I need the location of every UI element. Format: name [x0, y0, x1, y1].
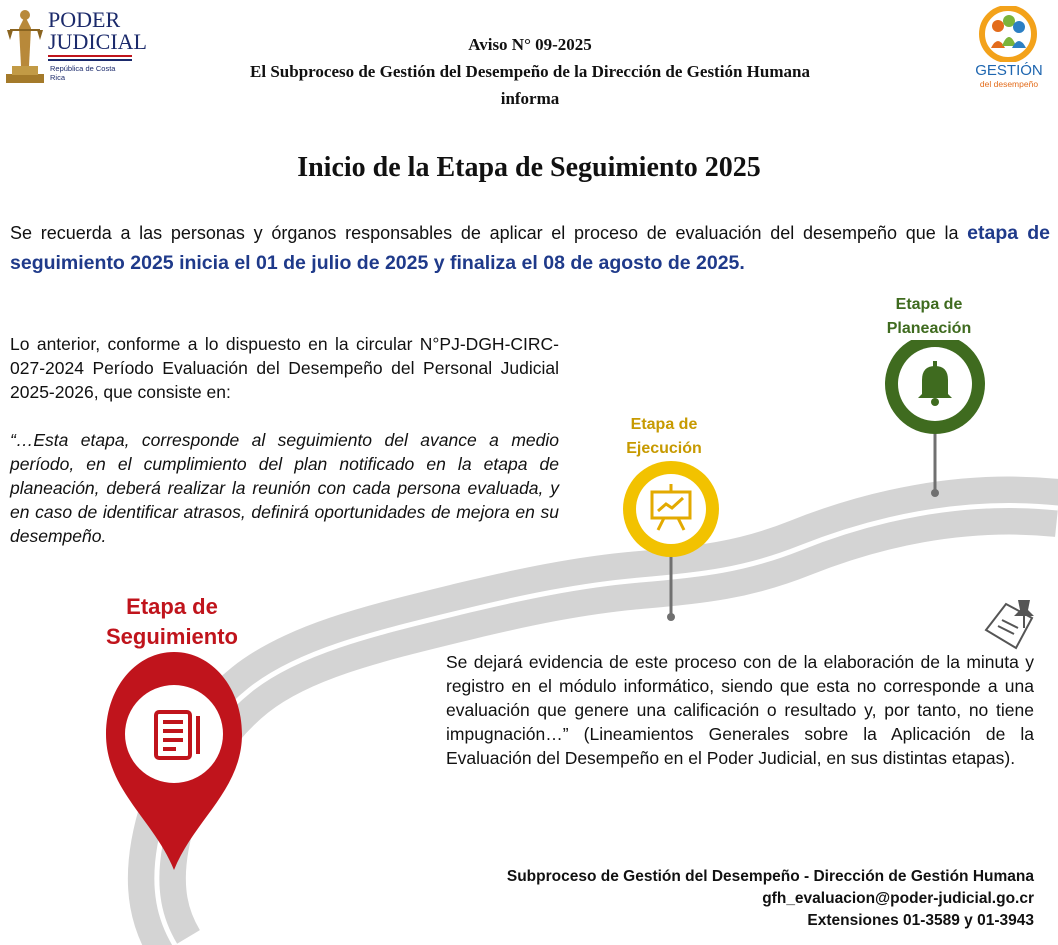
seguimiento-line1: Etapa de: [126, 594, 218, 619]
body-paragraph-1: Lo anterior, conforme a lo dispuesto en la circular N°PJ-DGH-CIRC-027-2024 Período Evaluación del Desempeño del Personal Judicial 2025-2026, que consiste en:: [10, 334, 559, 402]
stage-label-seguimiento: [82, 592, 262, 652]
notice-line2: El Subproceso de Gestión del Desempeño de la Dirección de Gestión Humana: [250, 62, 810, 81]
seguimiento-line2: Seguimiento: [105, 624, 238, 649]
footer-email: gfh_evaluacion@poder-judicial.go.cr: [762, 890, 1034, 907]
logo-right-line1: GESTIÓN: [975, 62, 1043, 79]
body-quote: “…Esta etapa, corresponde al seguimiento del avance a medio período, en el cumplimiento del plan notificado en la etapa de planeación, deberá realizar la reunión con cada persona evaluada, y en caso de identificar atrasos, definirá oportunidades de mejora en su desempeño.: [10, 430, 559, 546]
ejecucion-marker: [616, 460, 726, 626]
intro-paragraph: [10, 218, 1050, 278]
logo-left-line1: PODER: [48, 7, 121, 32]
seguimiento-marker: [104, 650, 244, 872]
notice-line3: informa: [500, 89, 560, 108]
logo-right-line2: del desempeño: [979, 79, 1039, 89]
footer-line1: Subproceso de Gestión del Desempeño - Dirección de Gestión Humana: [506, 868, 1034, 885]
justice-statue-icon: [4, 8, 46, 84]
ejecucion-line1: Etapa de: [630, 416, 698, 433]
planeacion-line1: Etapa de: [895, 296, 963, 313]
planeacion-marker: [880, 340, 990, 500]
notice-number: Aviso N° 09-2025: [468, 35, 592, 54]
footer-extensions: Extensiones 01-3589 y 01-3943: [807, 912, 1034, 929]
body-paragraph-2: Se dejará evidencia de este proceso con de la elaboración de la minuta y registro en el módulo informático, siendo que esta no corresponde a una evaluación que genere una calificación o resultado y, por tanto, no tiene impugnación…” (Lineamientos Generales sobre la Aplicación de la Evaluación del Desempeño en el Poder Judicial, en sus distintas etapas).: [446, 652, 1034, 768]
ejecucion-line2: Ejecución: [626, 440, 702, 457]
stage-label-planeacion: [862, 293, 996, 341]
intro-highlight: etapa de seguimiento 2025 inicia el 01 de julio de 2025 y finaliza el 08 de agosto de 2025.: [10, 222, 1050, 274]
planeacion-line2: Planeación: [886, 320, 972, 337]
intro-text: Se recuerda a las personas y órganos responsables de aplicar el proceso de evaluación del desempeño que la: [10, 223, 968, 243]
logo-left-sub: República de Costa Rica: [50, 64, 116, 82]
page-title: Inicio de la Etapa de Seguimiento 2025: [297, 152, 761, 183]
pinned-note-icon: [980, 596, 1044, 654]
people-circle-icon: [978, 6, 1038, 62]
poder-judicial-logo: [4, 7, 147, 86]
stage-label-ejecucion: [600, 413, 728, 461]
logo-left-line2: JUDICIAL: [48, 29, 147, 54]
gestion-desempeno-logo: [968, 6, 1050, 90]
